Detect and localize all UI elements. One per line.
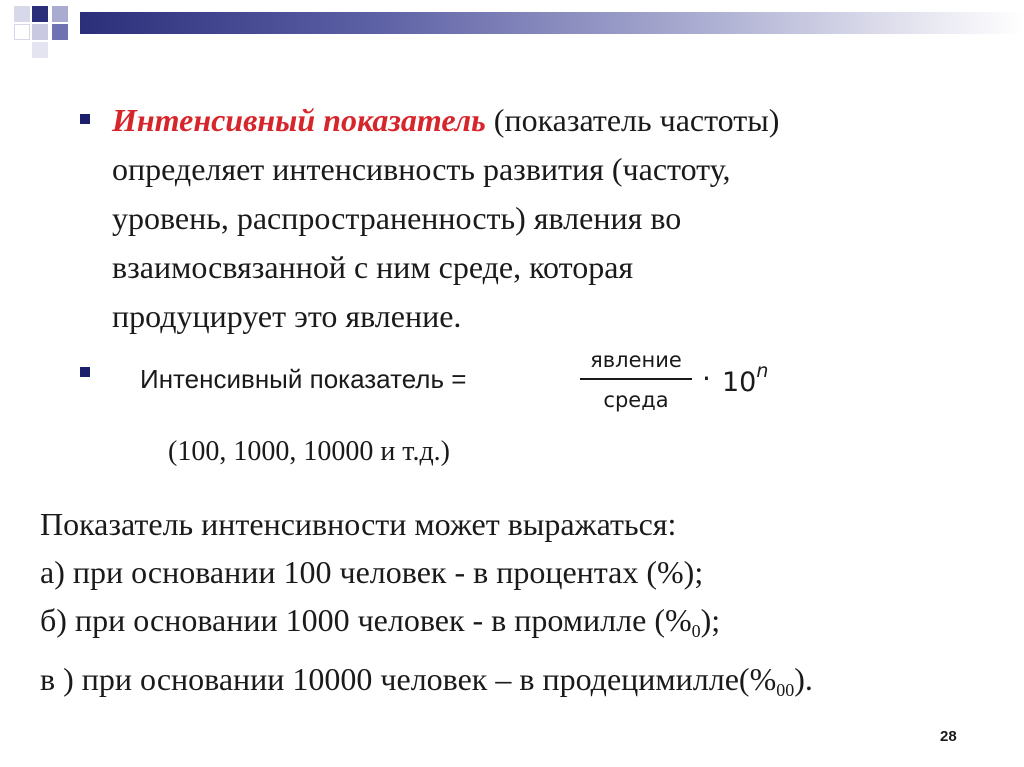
page-number: 28 (940, 728, 957, 745)
decor-square (14, 6, 30, 22)
formula-power (722, 360, 769, 398)
expression-item-tail: ). (794, 661, 813, 697)
expression-item-subscript: 00 (776, 680, 795, 700)
decor-square (52, 24, 68, 40)
decor-square (32, 6, 48, 22)
decor-square (32, 42, 48, 58)
formula (140, 344, 840, 424)
header-decoration (0, 0, 1024, 60)
decor-square (14, 24, 30, 40)
decor-square (32, 24, 48, 40)
decor-square (52, 6, 68, 22)
formula-fraction (580, 344, 692, 416)
expression-item-text: б) при основании 1000 человек - в промилле (% (40, 602, 692, 638)
term-highlight: Интенсивный показатель (112, 102, 486, 138)
formula-denominator: среда (603, 388, 669, 412)
formula-lhs: Интенсивный показатель = (140, 364, 467, 394)
expression-item (40, 548, 1020, 596)
bullet-marker (80, 367, 90, 377)
expression-intro: Показатель интенсивности может выражаться: (40, 506, 677, 542)
fraction-bar (580, 378, 692, 380)
bullet-marker (80, 114, 90, 124)
expression-item (40, 596, 1020, 655)
definition-line: взаимосвязанной с ним среде, которая (112, 249, 634, 285)
definition-line: уровень, распространенность) явления во (112, 200, 682, 236)
expression-item-text: в ) при основании 10000 человек – в продецимилле(% (40, 661, 777, 697)
expression-item (40, 655, 1020, 714)
expression-item-subscript: 0 (691, 621, 701, 641)
formula-operator: · (702, 362, 711, 395)
definition-line: (показатель частоты) (485, 102, 780, 138)
formula-numerator: явление (590, 348, 682, 372)
header-gradient-band (80, 12, 1024, 34)
expression-item-tail: ); (700, 602, 721, 638)
power-base: 10 (722, 367, 757, 398)
expression-item-text: а) при основании 100 человек - в процентах (%); (40, 554, 704, 590)
expression-paragraph (40, 500, 1020, 714)
power-exponent: n (756, 360, 769, 382)
base-values-note: (100, 1000, 10000 и т.д.) (168, 436, 451, 467)
definition-line: продуцирует это явление. (112, 298, 462, 334)
definition-line: определяет интенсивность развития (частоту, (112, 151, 731, 187)
definition-paragraph (112, 96, 992, 341)
